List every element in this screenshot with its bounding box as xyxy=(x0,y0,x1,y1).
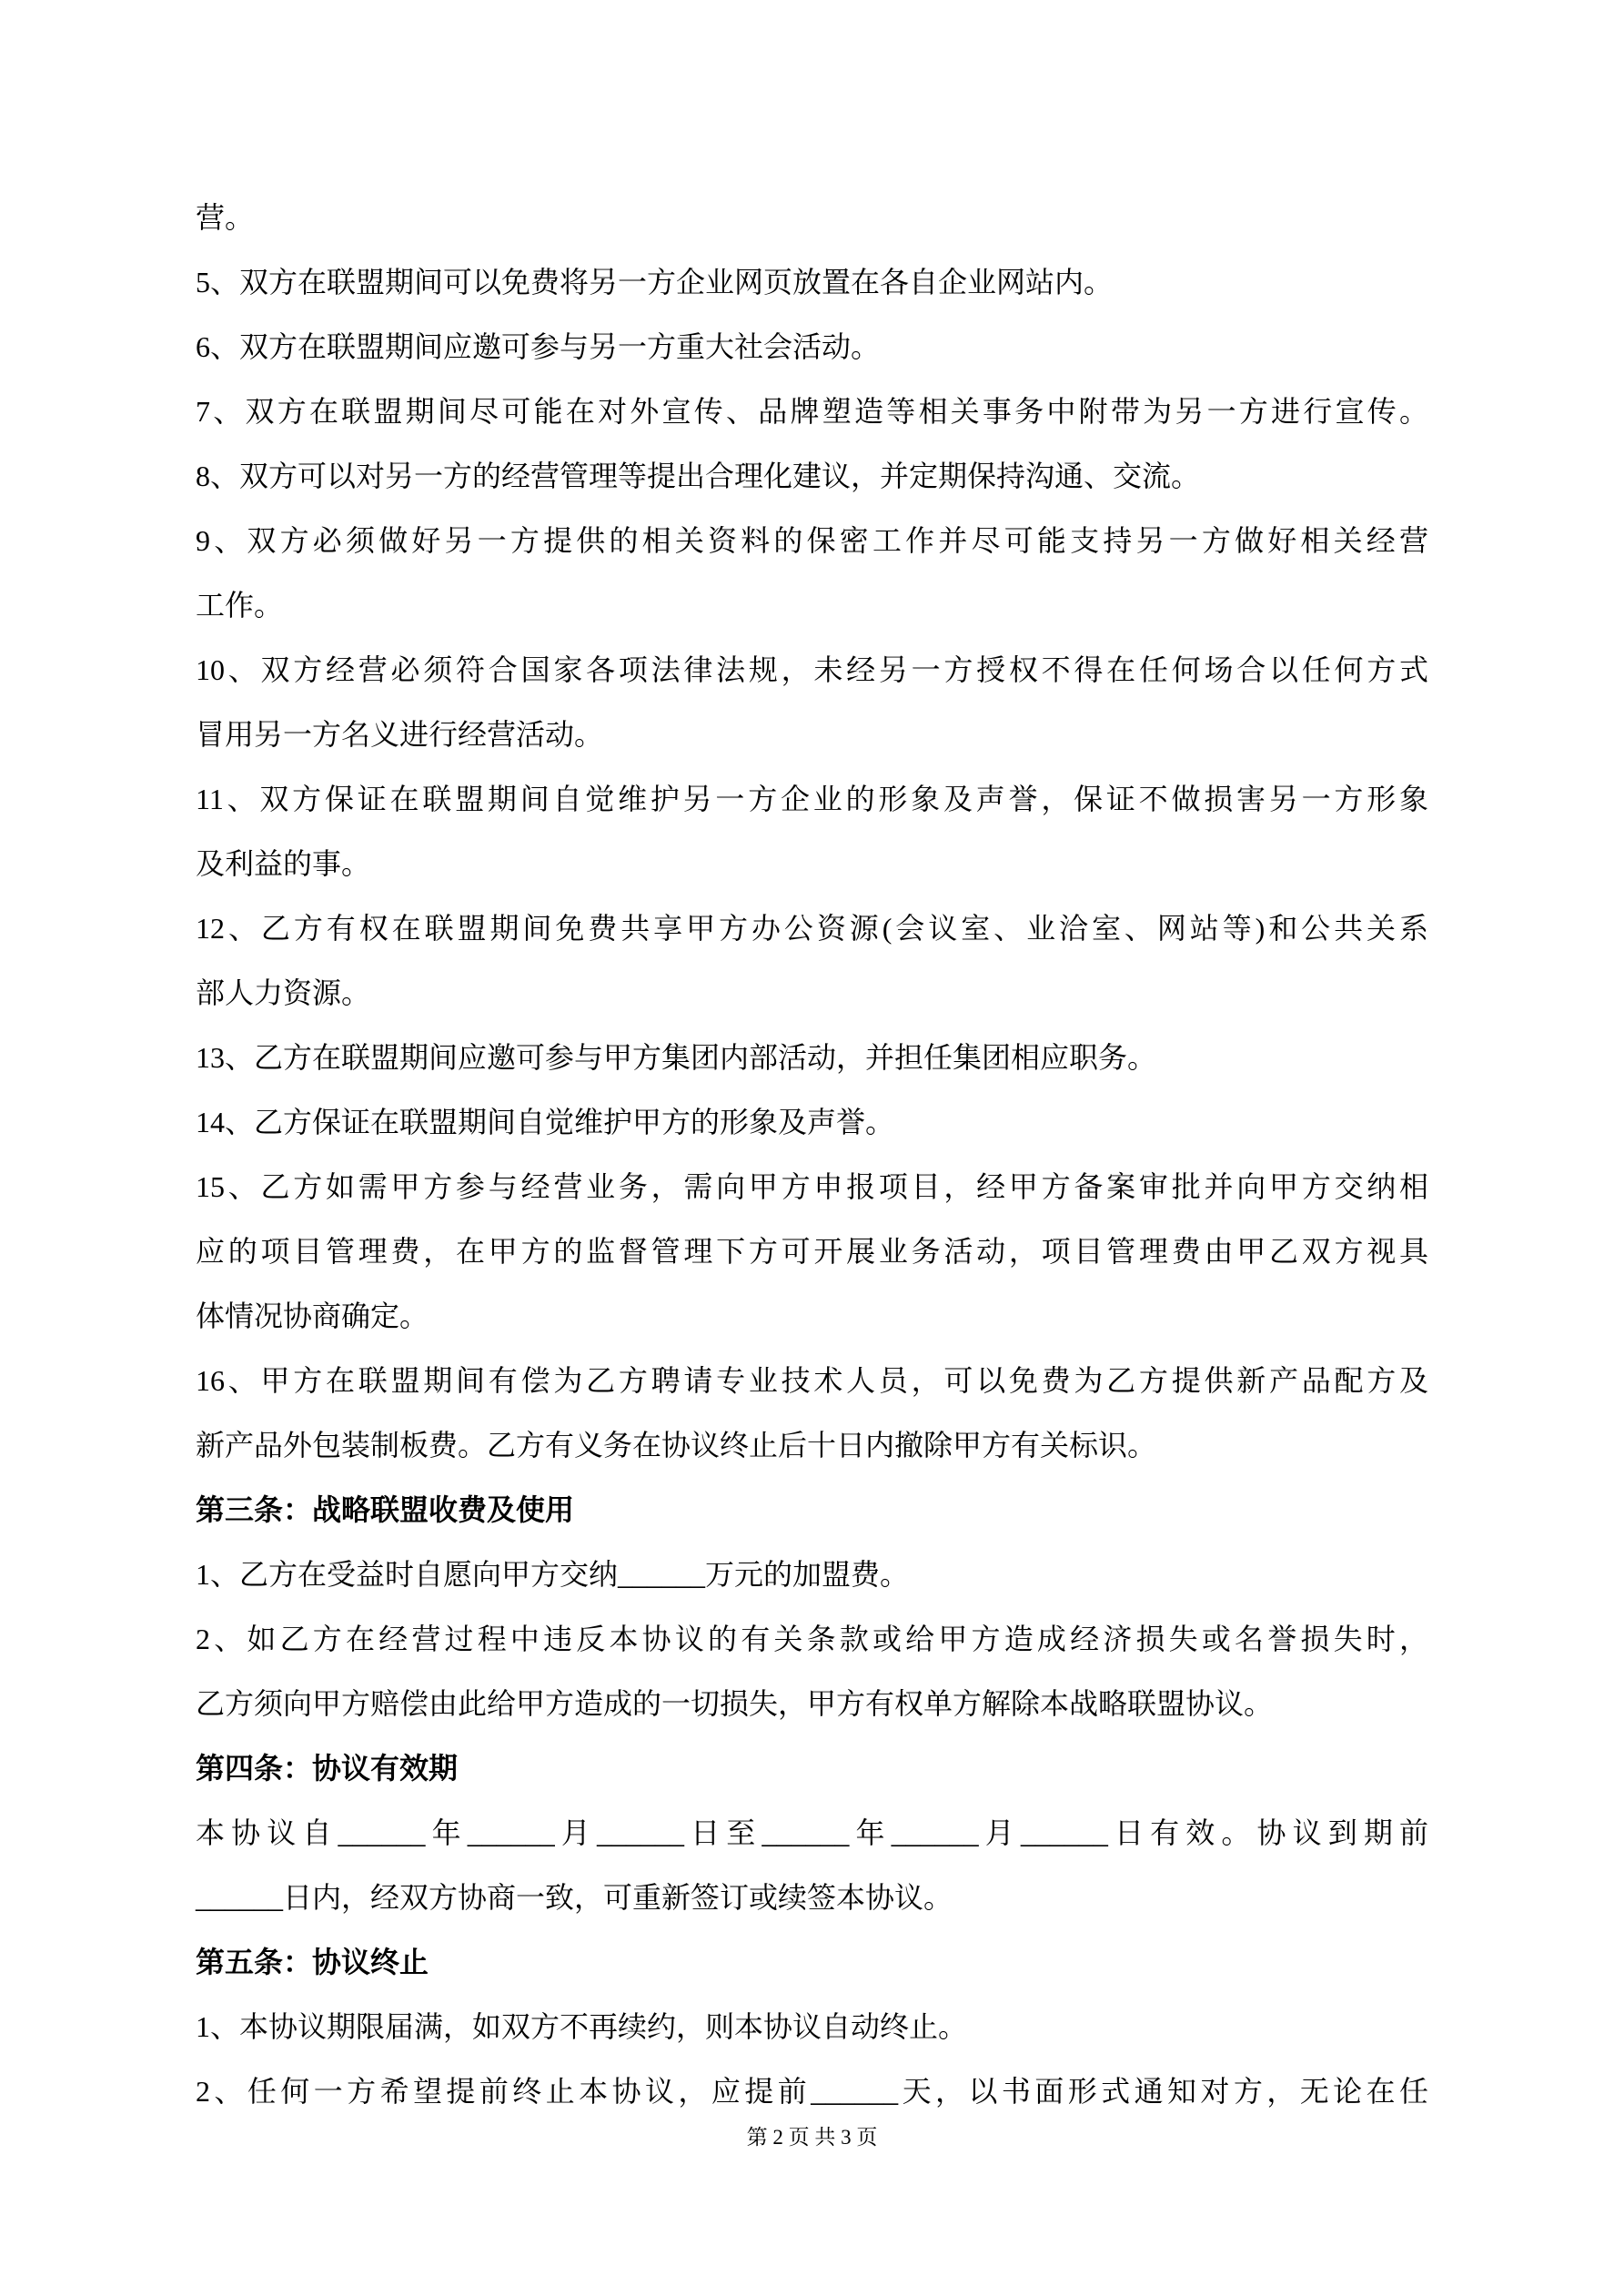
document-line: 乙方须向甲方赔偿由此给甲方造成的一切损失，甲方有权单方解除本战略联盟协议。 xyxy=(196,1687,1274,1720)
document-line: 16、甲方在联盟期间有偿为乙方聘请专业技术人员，可以免费为乙方提供新产品配方及 xyxy=(196,1364,1428,1397)
document-line: 8、双方可以对另一方的经营管理等提出合理化建议，并定期保持沟通、交流。 xyxy=(196,460,1201,492)
document-line: 9、双方必须做好另一方提供的相关资料的保密工作并尽可能支持另一方做好相关经营 xyxy=(196,524,1428,557)
document-line: 1、乙方在受益时自愿向甲方交纳______万元的加盟费。 xyxy=(196,1558,910,1591)
document-line: 5、双方在联盟期间可以免费将另一方企业网页放置在各自企业网站内。 xyxy=(196,266,1114,298)
clause-heading: 第三条：战略联盟收费及使用 xyxy=(196,1493,575,1526)
document-line: 本协议自______年______月______日至______年______月______日有效。协议到期前 xyxy=(196,1816,1428,1849)
document-line: 营。 xyxy=(196,201,255,234)
clause-heading: 第五条：协议终止 xyxy=(196,1946,429,1978)
document-line: 15、乙方如需甲方参与经营业务，需向甲方申报项目，经甲方备案审批并向甲方交纳相 xyxy=(196,1170,1428,1203)
document-line: 6、双方在联盟期间应邀可参与另一方重大社会活动。 xyxy=(196,330,881,363)
clause-heading: 第四条：协议有效期 xyxy=(196,1752,459,1785)
document-line: 新产品外包装制板费。乙方有义务在协议终止后十日内撤除甲方有关标识。 xyxy=(196,1429,1157,1462)
document-line: 冒用另一方名义进行经营活动。 xyxy=(196,718,604,751)
document-line: 体情况协商确定。 xyxy=(196,1300,429,1332)
document-line: 2、任何一方希望提前终止本协议，应提前______天，以书面形式通知对方，无论在任 xyxy=(196,2075,1428,2108)
document-line: 10、双方经营必须符合国家各项法律法规，未经另一方授权不得在任何场合以任何方式 xyxy=(196,653,1428,686)
document-line: 2、如乙方在经营过程中违反本协议的有关条款或给甲方造成经济损失或名誉损失时， xyxy=(196,1623,1428,1655)
page-number-footer: 第 2 页 共 3 页 xyxy=(746,2126,878,2149)
document-line: 应的项目管理费，在甲方的监督管理下方可开展业务活动，项目管理费由甲乙双方视具 xyxy=(196,1235,1428,1268)
document-line: 14、乙方保证在联盟期间自觉维护甲方的形象及声誉。 xyxy=(196,1106,895,1138)
document-line: 及利益的事。 xyxy=(196,847,371,880)
document-line: 1、本协议期限届满，如双方不再续约，则本协议自动终止。 xyxy=(196,2010,968,2043)
document-line: 12、乙方有权在联盟期间免费共享甲方办公资源(会议室、业洽室、网站等)和公共关系 xyxy=(196,912,1428,945)
document-line: 部人力资源。 xyxy=(196,976,371,1009)
document-line: 工作。 xyxy=(196,589,284,622)
document-line: 7、双方在联盟期间尽可能在对外宣传、品牌塑造等相关事务中附带为另一方进行宣传。 xyxy=(196,395,1428,428)
document-line: 13、乙方在联盟期间应邀可参与甲方集团内部活动，并担任集团相应职务。 xyxy=(196,1041,1157,1074)
document-line: ______日内，经双方协商一致，可重新签订或续签本协议。 xyxy=(196,1881,953,1914)
document-line: 11、双方保证在联盟期间自觉维护另一方企业的形象及声誉，保证不做损害另一方形象 xyxy=(196,783,1428,815)
document-body xyxy=(196,186,1428,2124)
